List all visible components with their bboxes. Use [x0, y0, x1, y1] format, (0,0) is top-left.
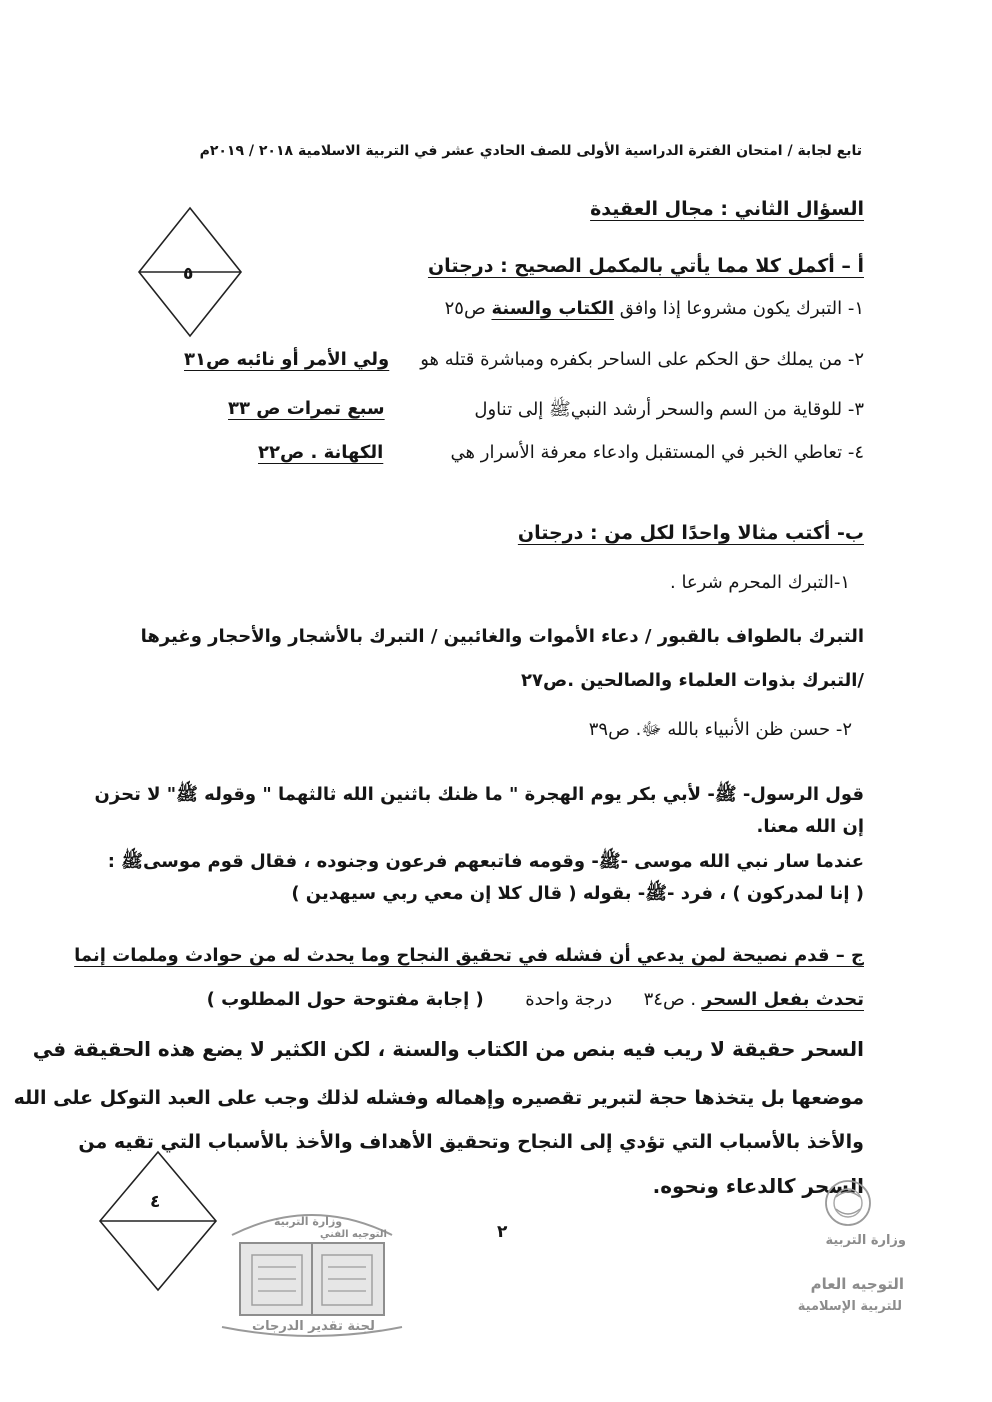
part-a-item-2-text: ٢- من يملك حق الحكم على الساحر بكفره ومباشرة قتله هو: [420, 349, 864, 370]
score-value-2: ٤: [150, 1192, 161, 1212]
ministry-stamp: [770, 1175, 910, 1325]
part-b-item-1-answer-line-1: التبرك بالطواف بالقبور / دعاء الأموات والغائبين / التبرك بالأشجار والأحجار وغيرها: [140, 626, 864, 647]
score-diamond: [137, 206, 243, 338]
part-b-item-2-answer-line-2: إن الله معنا.: [756, 816, 864, 837]
score-value: ٥: [183, 264, 194, 284]
part-c-ref: . ص٣٤: [643, 989, 697, 1010]
part-b-heading: ب- أكتب مثالا واحدًا لكل من : درجتان: [517, 522, 864, 544]
part-c-note: ( إجابة مفتوحة حول المطلوب ): [206, 989, 484, 1010]
part-c-answer-line-3: والأخذ بالأسباب التي تؤدي إلى النجاح وتحقيق الأهداف والأخذ بالأسباب التي تقيه من: [78, 1131, 864, 1153]
part-c-heading-line-1: ج – قدم نصيحة لمن يدعي أن فشله في تحقيق النجاح وما يحدث له من حوادث وملمات إنما: [74, 945, 864, 966]
part-b-item-2-answer-line-3: عندما سار نبي الله موسى -ﷺ- وقومه فاتبعهم فرعون وجنوده ، فقال قوم موسىﷺ :: [107, 851, 864, 872]
stamp-left-bottom: لجنة تقدير الدرجات: [252, 1319, 375, 1334]
committee-stamp: [212, 1195, 412, 1347]
item-text: ١- التبرك يكون مشروعا إذا وافق: [619, 298, 864, 319]
stamp-left-top: وزارة التربية: [274, 1215, 343, 1228]
part-a-item-3-text: ٣- للوقاية من السم والسحر أرشد النبيﷺ إلى تناول: [474, 399, 864, 420]
exam-header: تابع لجابة / امتحان الفترة الدراسية الأولى للصف الحادي عشر في التربية الاسلامية ٢٠١٨ / ٢٠١٩م: [199, 143, 862, 159]
page-number: ٢: [497, 1222, 508, 1242]
stamp-right-line-2: التوجيه العام: [810, 1275, 904, 1293]
part-c-answer-line-1: السحر حقيقة لا ريب فيه بنص من الكتاب والسنة ، لكن الكثير لا يضع هذه الحقيقة في: [32, 1037, 864, 1061]
part-c-answer-line-4: السحر كالدعاء ونحوه.: [652, 1174, 864, 1198]
part-c-topic: تحدث بفعل السحر: [701, 989, 864, 1010]
question-title: السؤال الثاني : مجال العقيدة: [590, 198, 864, 220]
part-a-heading: أ – أكمل كلا مما يأتي بالمكمل الصحيح : درجتان: [427, 255, 864, 277]
part-c-heading-line-2: [207, 989, 864, 1010]
part-c-answer-line-2: موضعها بل يتخذها حجة لتبرير تقصيره وإهماله وفشله لذلك وجب على العبد التوكل على الله: [13, 1087, 864, 1109]
part-b-item-2-answer-line-1: قول الرسول- ﷺ- لأبي بكر يوم الهجرة " ما ظنك باثنين الله ثالثهما " وقوله ﷺ" لا تحزن: [94, 784, 864, 805]
part-b-item-2-prompt: ٢- حسن ظن الأنبياء بالله ﷻ. ص٣٩: [588, 719, 852, 740]
stamp-left-book: التوجيه الفني: [320, 1229, 387, 1240]
part-a-item-3-answer: سبع تمرات ص ٣٣: [228, 398, 385, 419]
part-b-item-2-answer-line-4: ( إنا لمدركون ) ، فرد -ﷺ- بقوله ( قال كلا إن معي ربي سيهدين ): [291, 883, 864, 904]
part-a-item-4-answer: الكهانة . ص٢٢: [258, 442, 384, 463]
part-c-score: درجة واحدة: [525, 989, 613, 1010]
part-a-item-4-text: ٤- تعاطي الخبر في المستقبل وادعاء معرفة الأسرار هي: [450, 442, 864, 463]
stamp-right-line-1: وزارة التربية: [825, 1233, 906, 1248]
part-b-item-1-prompt: ١-التبرك المحرم شرعا .: [670, 572, 850, 593]
part-a-item-2-answer: ولي الأمر أو نائبه ص٣١: [184, 349, 390, 370]
part-b-item-1-answer-line-2: /التبرك بذوات العلماء والصالحين .ص٢٧: [521, 670, 864, 691]
item-answer: الكتاب والسنة: [491, 298, 615, 319]
score-diamond-2: [98, 1150, 218, 1292]
item-ref: ص٢٥: [444, 298, 486, 319]
part-a-item-1: [445, 298, 864, 319]
stamp-right-line-3: للتربية الإسلامية: [797, 1299, 902, 1314]
